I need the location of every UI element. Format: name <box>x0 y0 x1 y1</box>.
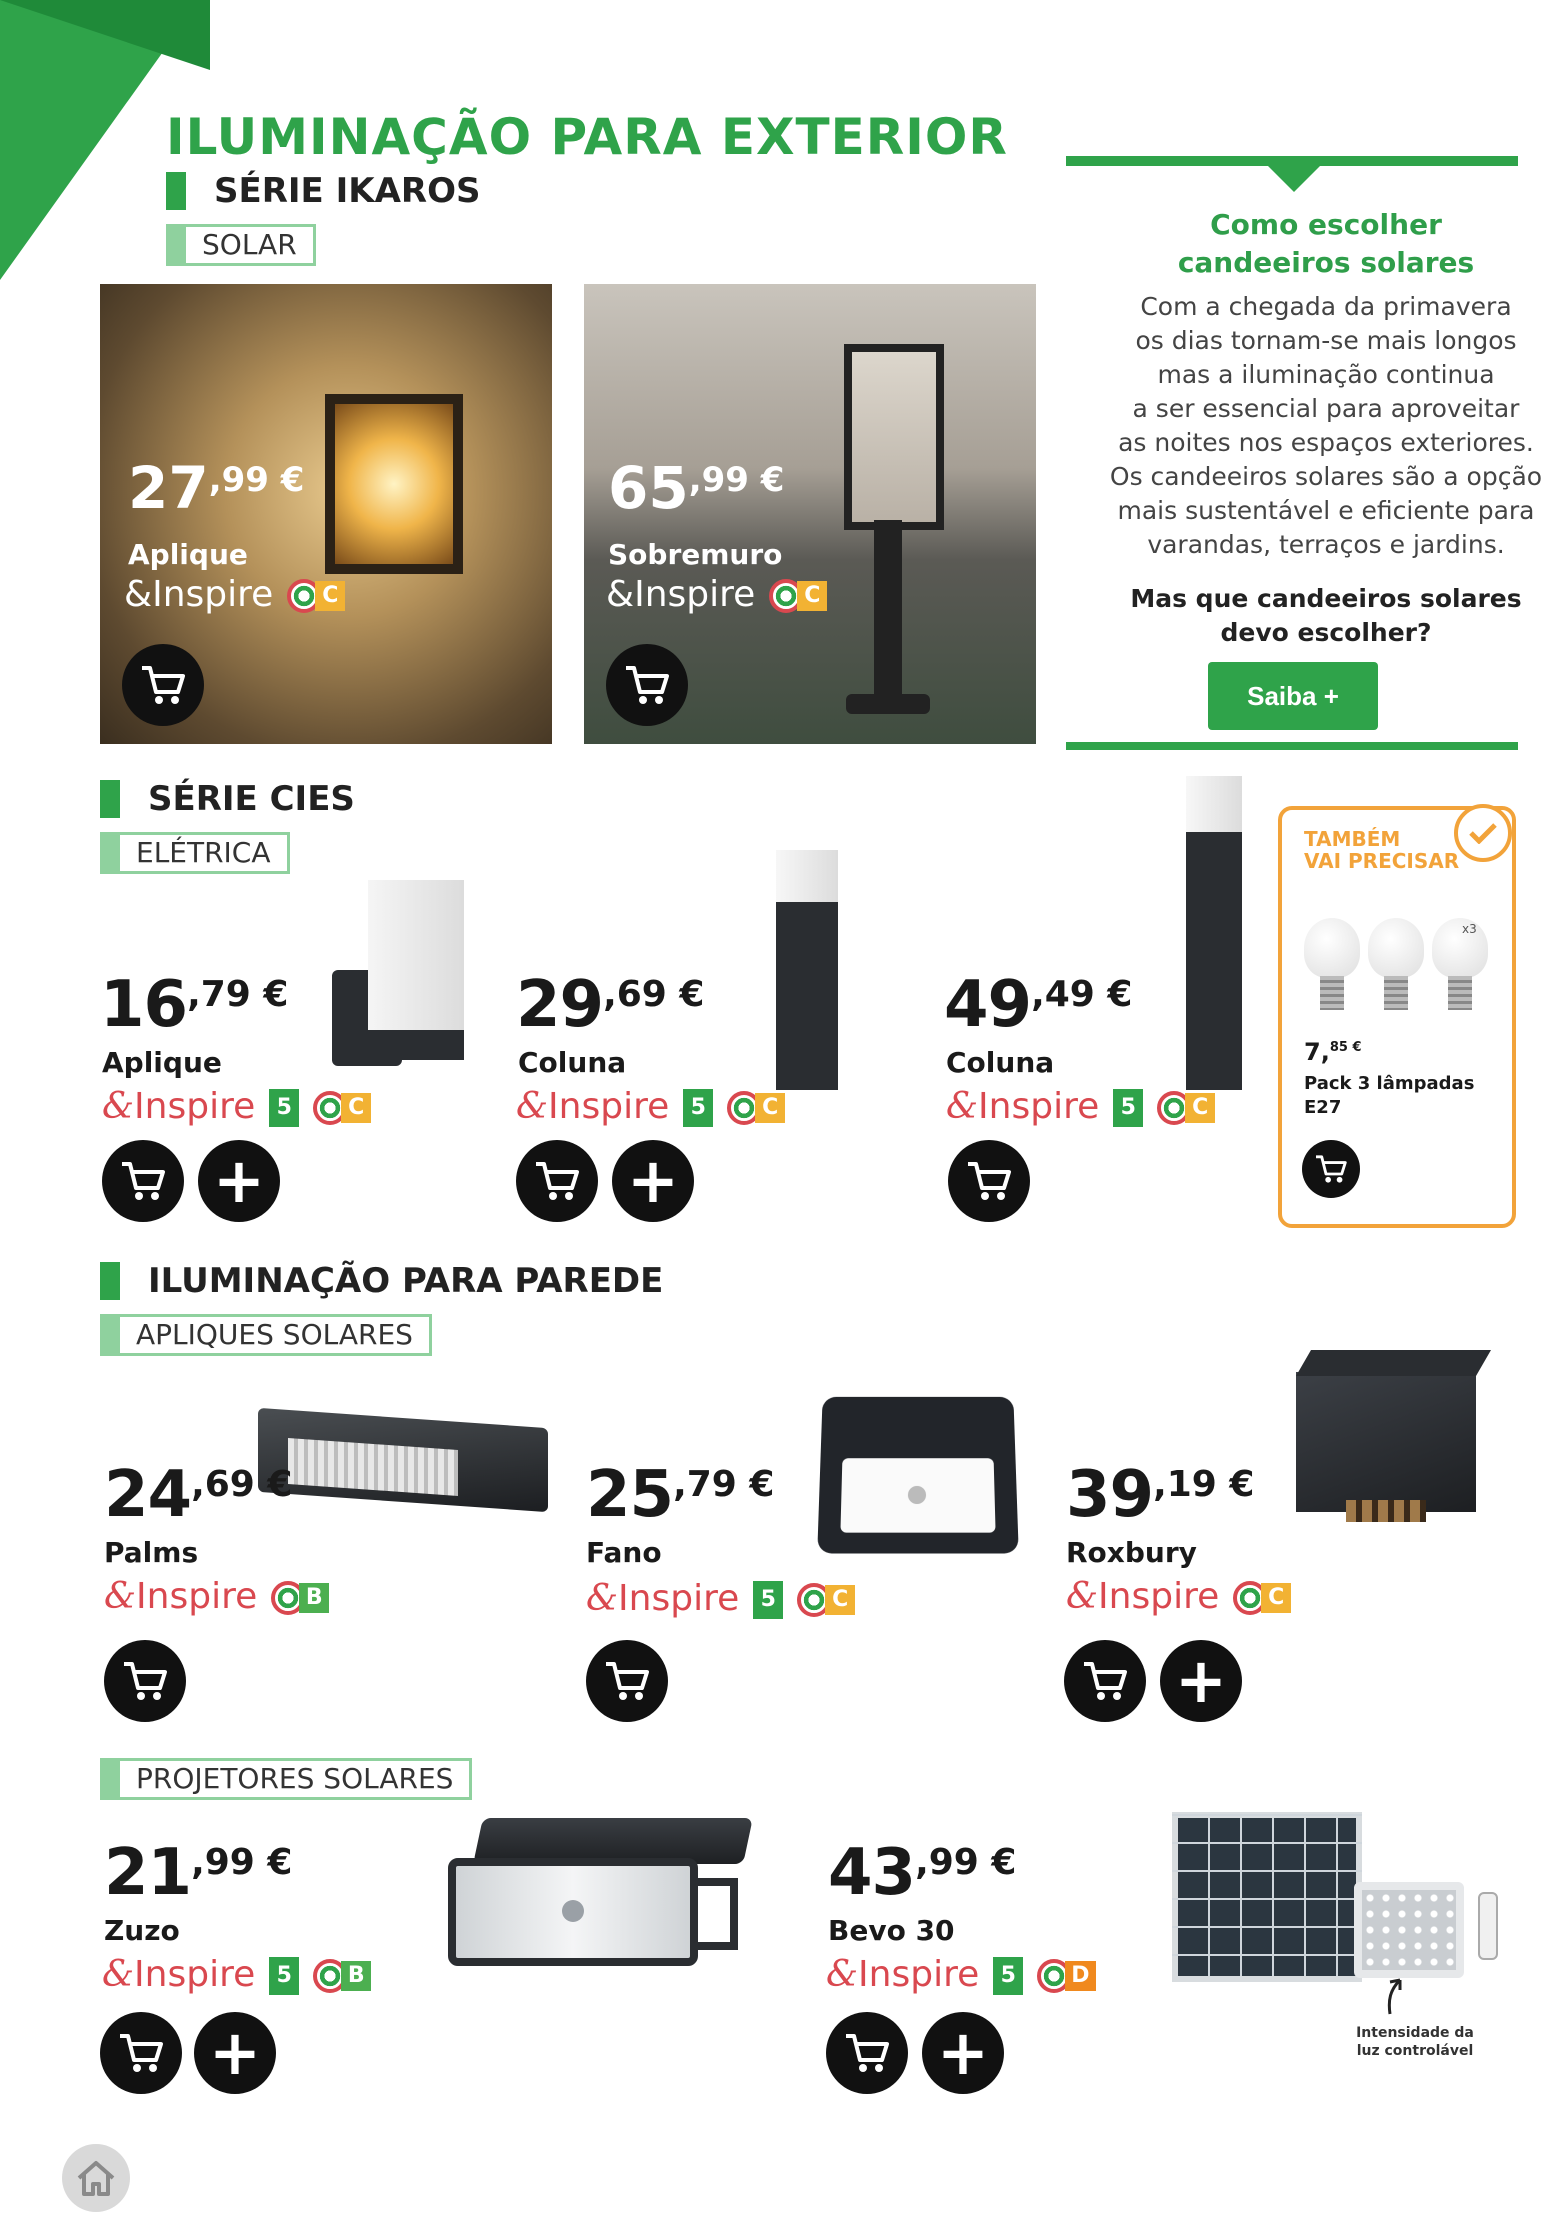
warranty-badge: 5 <box>753 1581 783 1619</box>
section-tag-projetores-solares: PROJETORES SOLARES <box>100 1758 472 1800</box>
cart-icon <box>534 1160 580 1202</box>
brand-inspire: &Inspire 5 C <box>946 1086 1215 1127</box>
sensor <box>562 1900 584 1922</box>
cube <box>1296 1372 1476 1512</box>
price: $16^{,79 €}$ <box>100 968 289 1042</box>
lamp-post <box>776 902 838 1090</box>
remote <box>1478 1892 1498 1960</box>
lamp-post <box>1186 832 1242 1090</box>
bulb-1 <box>1304 918 1360 978</box>
add-to-cart-button[interactable] <box>104 1640 186 1722</box>
section-title-ikaros: SÉRIE IKAROS <box>166 172 481 210</box>
section-tag-eletrica: ELÉTRICA <box>100 832 290 874</box>
cart-icon <box>624 664 670 706</box>
info-box-body: Com a chegada da primavera os dias tornam-se mais longos mas a iluminação continua a ser essencial para aproveitar as noites nos espaços exteriores. Os candeeiros solares são a opção mais sustentável e eficiente para varandas, terraços e jardins. <box>1109 292 1543 559</box>
section-title-parede: ILUMINAÇÃO PARA PAREDE <box>100 1262 663 1300</box>
energy-label-icon: C <box>1233 1581 1291 1615</box>
also-need-heading: TAMBÉM VAI PRECISAR <box>1304 827 1460 873</box>
lamp-body <box>368 880 464 1060</box>
product-image-zuzo <box>448 1818 754 1968</box>
add-to-cart-button[interactable] <box>1302 1140 1360 1198</box>
product-image-fano <box>817 1397 1019 1554</box>
cart-icon <box>120 1160 166 1202</box>
plus-icon: + <box>937 2016 989 2089</box>
post-lantern-image <box>844 344 944 530</box>
product-name: Roxbury <box>1066 1536 1197 1569</box>
price: $24^{,69 €}$ <box>104 1458 293 1532</box>
product-name: Coluna <box>518 1046 627 1079</box>
warranty-badge: 5 <box>993 1957 1023 1995</box>
section-tag-apliques-solares: APLIQUES SOLARES <box>100 1314 432 1356</box>
corner-decoration-dark <box>0 0 210 70</box>
bulb-3-base <box>1448 976 1472 1010</box>
energy-label-icon: C <box>287 579 345 613</box>
plus-button[interactable] <box>194 2012 276 2094</box>
plus-icon: + <box>209 2016 261 2089</box>
warranty-badge: 5 <box>683 1089 713 1127</box>
plus-icon: + <box>1175 1644 1227 1717</box>
product-image-bevo <box>1172 1812 1512 1982</box>
also-need-price: 7,$^{85 €}$ <box>1304 1038 1362 1066</box>
product-image-roxbury <box>1296 1350 1476 1542</box>
warranty-badge: 5 <box>269 1089 299 1127</box>
product-name: Zuzo <box>104 1914 180 1947</box>
cart-icon <box>118 2032 164 2074</box>
info-box-title: Como escolher candeeiros solares <box>1177 208 1475 279</box>
cart-icon <box>604 1660 650 1702</box>
photo-ikaros-sobremuro <box>584 284 1036 744</box>
product-name: Palms <box>104 1536 199 1569</box>
energy-label-icon: C <box>313 1091 371 1125</box>
photo-ikaros-aplique <box>100 284 552 744</box>
product-image-palms <box>258 1418 548 1530</box>
post-pole <box>874 520 902 700</box>
product-name: Sobremuro <box>608 538 783 571</box>
product-name: Aplique <box>102 1046 222 1079</box>
product-name: Bevo 30 <box>828 1914 955 1947</box>
brand-inspire: &Inspire 5 C <box>102 1086 371 1127</box>
bracket <box>698 1878 738 1950</box>
pack-count: x3 <box>1462 922 1477 936</box>
home-button[interactable] <box>62 2144 130 2212</box>
add-to-cart-button[interactable] <box>606 644 688 726</box>
brand-inspire: &Inspire C <box>1066 1576 1291 1617</box>
check-icon <box>1454 804 1512 862</box>
info-box-question: Mas que candeeiros solares devo escolher? <box>1130 584 1522 647</box>
post-base <box>846 694 930 714</box>
brand-inspire: &Inspire 5 C <box>516 1086 785 1127</box>
solar-panel-grid <box>1172 1812 1362 1982</box>
wall-lantern-image <box>325 394 463 574</box>
brand-inspire: &Inspire 5 D <box>826 1954 1096 1995</box>
price: $65^{,99 €}$ <box>608 454 785 522</box>
price: $27^{,99 €}$ <box>128 454 305 522</box>
add-to-cart-button[interactable] <box>102 1140 184 1222</box>
product-name: Fano <box>586 1536 662 1569</box>
brand-inspire: &Inspire C <box>606 574 827 615</box>
cube-light <box>1346 1500 1426 1522</box>
cart-icon <box>1314 1154 1348 1184</box>
add-to-cart-button[interactable] <box>586 1640 668 1722</box>
brand-inspire: &Inspire C <box>124 574 345 615</box>
price: $29^{,69 €}$ <box>516 968 705 1042</box>
light-intensity-note: Intensidade da luz controlável <box>1356 2025 1474 2059</box>
add-to-cart-button[interactable] <box>948 1140 1030 1222</box>
price: $21^{,99 €}$ <box>104 1836 293 1910</box>
product-name: Aplique <box>128 538 248 571</box>
energy-label-icon: D <box>1037 1959 1095 1993</box>
brand-inspire: &Inspire B <box>104 1576 329 1617</box>
section-tag-solar: SOLAR <box>166 224 316 266</box>
plus-icon: + <box>627 1144 679 1217</box>
plus-icon: + <box>213 1144 265 1217</box>
home-icon <box>75 2158 117 2198</box>
cart-icon <box>122 1660 168 1702</box>
sensor <box>908 1486 926 1504</box>
add-to-cart-button[interactable] <box>826 2012 908 2094</box>
price: $43^{,99 €}$ <box>828 1836 1017 1910</box>
plus-button[interactable] <box>198 1140 280 1222</box>
add-to-cart-button[interactable] <box>516 1140 598 1222</box>
section-title-cies: SÉRIE CIES <box>100 780 355 818</box>
info-box-bottom-rule <box>1066 742 1518 750</box>
bulb-1-base <box>1320 976 1344 1010</box>
bulb-3 <box>1432 918 1488 978</box>
brand-inspire: &Inspire 5 B <box>102 1954 371 1995</box>
product-image-cies-coluna-tall <box>1186 776 1242 1090</box>
projector <box>1354 1882 1464 1978</box>
warranty-badge: 5 <box>1113 1089 1143 1127</box>
bulb-2-base <box>1384 976 1408 1010</box>
arrow-icon <box>1378 1976 1408 2016</box>
energy-label-icon: B <box>271 1581 329 1615</box>
add-to-cart-button[interactable] <box>122 644 204 726</box>
energy-label-icon: C <box>769 579 827 613</box>
price: $25^{,79 €}$ <box>586 1458 775 1532</box>
price: $49^{,49 €}$ <box>944 968 1133 1042</box>
plus-button[interactable] <box>1160 1640 1242 1722</box>
energy-label-icon: C <box>727 1091 785 1125</box>
product-name: Coluna <box>946 1046 1055 1079</box>
lamp-top <box>776 850 838 902</box>
also-need-name: Pack 3 lâmpadas E27 <box>1304 1073 1475 1118</box>
add-to-cart-button[interactable] <box>100 2012 182 2094</box>
info-box-pointer <box>1266 164 1322 192</box>
cart-icon <box>140 664 186 706</box>
product-image-cies-aplique <box>332 880 464 1066</box>
saiba-mais-button[interactable]: Saiba + <box>1208 662 1378 730</box>
plus-button[interactable] <box>612 1140 694 1222</box>
also-need-box <box>1278 806 1516 1228</box>
energy-label-icon: B <box>313 1959 371 1993</box>
cart-icon <box>966 1160 1012 1202</box>
bulb-2 <box>1368 918 1424 978</box>
add-to-cart-button[interactable] <box>1064 1640 1146 1722</box>
cart-icon <box>1082 1660 1128 1702</box>
cart-icon <box>844 2032 890 2074</box>
brand-inspire: &Inspire 5 C <box>586 1578 855 1619</box>
cube-top <box>1296 1350 1491 1376</box>
lamp-top <box>1186 776 1242 832</box>
energy-label-icon: C <box>797 1583 855 1617</box>
energy-label-icon: C <box>1157 1091 1215 1125</box>
warranty-badge: 5 <box>269 1957 299 1995</box>
price: $39^{,19 €}$ <box>1066 1458 1255 1532</box>
plus-button[interactable] <box>922 2012 1004 2094</box>
page-title: ILUMINAÇÃO PARA EXTERIOR <box>166 108 1008 166</box>
product-image-cies-coluna <box>776 850 838 1090</box>
